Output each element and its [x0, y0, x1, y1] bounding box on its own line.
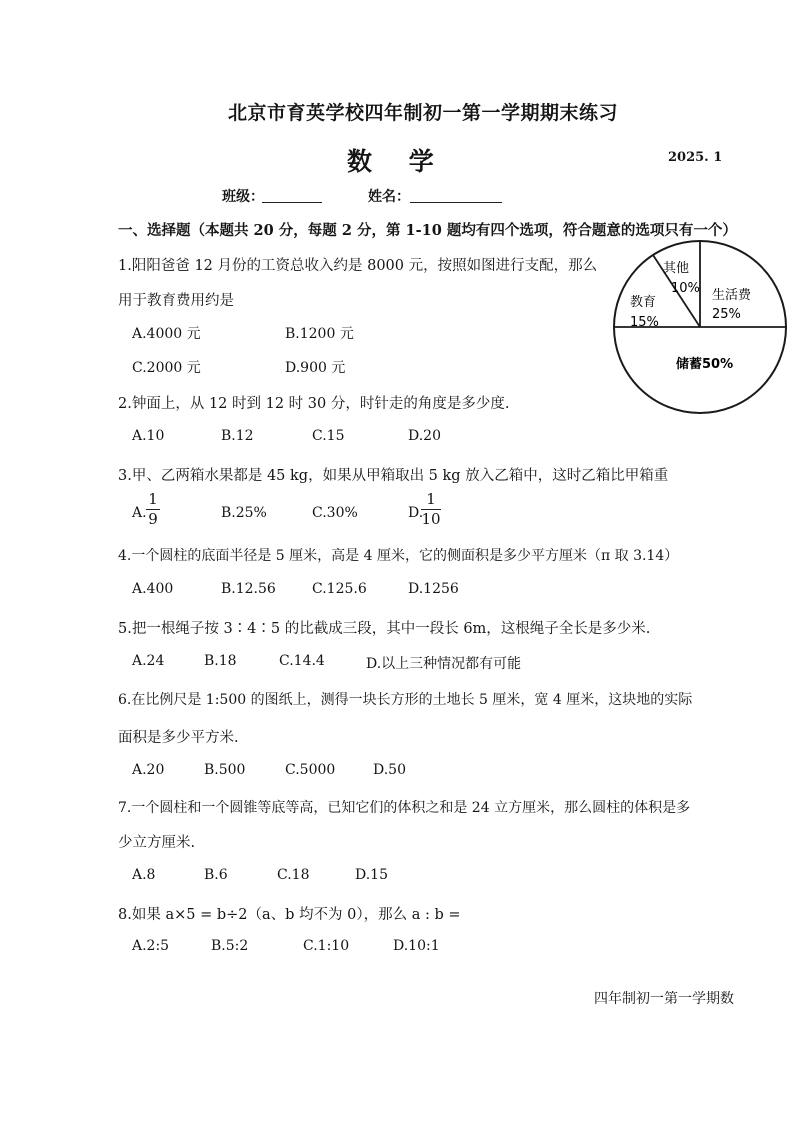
pie-label-living: 生活费: [712, 288, 752, 303]
question-4-option-b: B.12.56: [221, 581, 276, 597]
question-1-option-a: A.4000 元: [132, 326, 201, 342]
question-7-option-d: D.15: [355, 867, 388, 883]
question-1-line-1: 1.阳阳爸爸 12 月份的工资总收入约是 8000 元，按照如图进行支配，那么: [118, 258, 598, 274]
name-label: 姓名：: [368, 189, 410, 205]
question-8-option-c: C.1:10: [303, 938, 350, 954]
question-8-line-1: 8.如果 a×5 = b÷2（a、b 均不为 0），那么 a : b =: [118, 907, 461, 923]
exam-date: 2025. 1: [668, 150, 723, 165]
question-3-option-a-fraction: [146, 491, 160, 528]
question-6-option-d: D.50: [373, 762, 406, 778]
question-3-option-c: C.30%: [312, 505, 358, 521]
question-2-option-c: C.15: [312, 428, 345, 444]
pie-label-other: 其他: [663, 261, 690, 276]
question-6-option-c: C.5000: [285, 762, 336, 778]
subject-title: 数 学: [347, 147, 448, 176]
question-6-option-a: A.20: [132, 762, 165, 778]
question-3-option-a: A.: [132, 505, 147, 521]
budget-pie-chart: [604, 238, 794, 438]
question-7-option-b: B.6: [204, 867, 228, 883]
pie-label-savings: 储蓄50%: [676, 357, 734, 372]
question-7-option-c: C.18: [277, 867, 310, 883]
question-7-line-1: 7.一个圆柱和一个圆锥等底等高，已知它们的体积之和是 24 立方厘米，那么圆柱的体积是多: [118, 800, 691, 816]
exam-title: 北京市育英学校四年制初一第一学期期末练习: [228, 102, 619, 124]
fraction-numerator: 1: [148, 490, 158, 508]
section-1-heading: 一、选择题（本题共 20 分，每题 2 分，第 1-10 题均有四个选项，符合题意的选项只有一个）: [118, 222, 737, 239]
pie-value-education: 15%: [630, 315, 659, 330]
question-1-line-2: 用于教育费用约是: [118, 293, 234, 309]
question-5-option-d: D.以上三种情况都有可能: [366, 656, 522, 672]
question-4-option-c: C.125.6: [312, 581, 367, 597]
fraction-denominator: 10: [421, 510, 441, 528]
question-3-option-d: D.: [408, 505, 424, 521]
fraction-denominator: 9: [148, 510, 158, 528]
question-4-option-d: D.1256: [408, 581, 459, 597]
question-2-line-1: 2.钟面上，从 12 时到 12 时 30 分，时针走的角度是多少度.: [118, 396, 510, 412]
question-7-option-a: A.8: [132, 867, 156, 883]
question-2-option-b: B.12: [221, 428, 254, 444]
question-3-option-d-fraction: [421, 491, 441, 528]
question-4-line-1: 4.一个圆柱的底面半径是 5 厘米，高是 4 厘米，它的侧面积是多少平方厘米（π 取 3.14）: [118, 548, 679, 564]
question-3-line-1: 3.甲、乙两箱水果都是 45 kg，如果从甲箱取出 5 kg 放入乙箱中，这时乙箱比甲箱重: [118, 468, 669, 484]
pie-label-education: 教育: [630, 295, 657, 310]
question-1-option-b: B.1200 元: [285, 326, 354, 342]
question-8-option-d: D.10:1: [393, 938, 440, 954]
pie-value-other: 10%: [671, 281, 700, 296]
question-7-line-2: 少立方厘米.: [118, 835, 196, 851]
question-5-line-1: 5.把一根绳子按 3∶4∶5 的比截成三段，其中一段长 6m，这根绳子全长是多少米.: [118, 621, 651, 637]
pie-value-living: 25%: [712, 307, 741, 322]
page-footer: 四年制初一第一学期数: [594, 991, 734, 1007]
question-1-option-c: C.2000 元: [132, 360, 201, 376]
question-5-option-c: C.14.4: [279, 653, 325, 669]
class-label: 班级：: [222, 189, 264, 205]
question-6-line-2: 面积是多少平方米.: [118, 730, 239, 746]
question-6-line-1: 6.在比例尺是 1:500 的图纸上，测得一块长方形的土地长 5 厘米，宽 4 厘米，这块地的实际: [118, 692, 693, 708]
question-2-option-d: D.20: [408, 428, 441, 444]
question-6-option-b: B.500: [204, 762, 246, 778]
question-5-option-b: B.18: [204, 653, 237, 669]
name-blank: [410, 202, 502, 203]
question-8-option-a: A.2:5: [132, 938, 170, 954]
question-2-option-a: A.10: [132, 428, 165, 444]
question-8-option-b: B.5:2: [211, 938, 249, 954]
question-1-option-d: D.900 元: [285, 360, 346, 376]
class-blank: [262, 202, 322, 203]
question-5-option-a: A.24: [132, 653, 165, 669]
question-3-option-b: B.25%: [221, 505, 267, 521]
fraction-numerator: 1: [426, 490, 436, 508]
question-4-option-a: A.400: [132, 581, 174, 597]
